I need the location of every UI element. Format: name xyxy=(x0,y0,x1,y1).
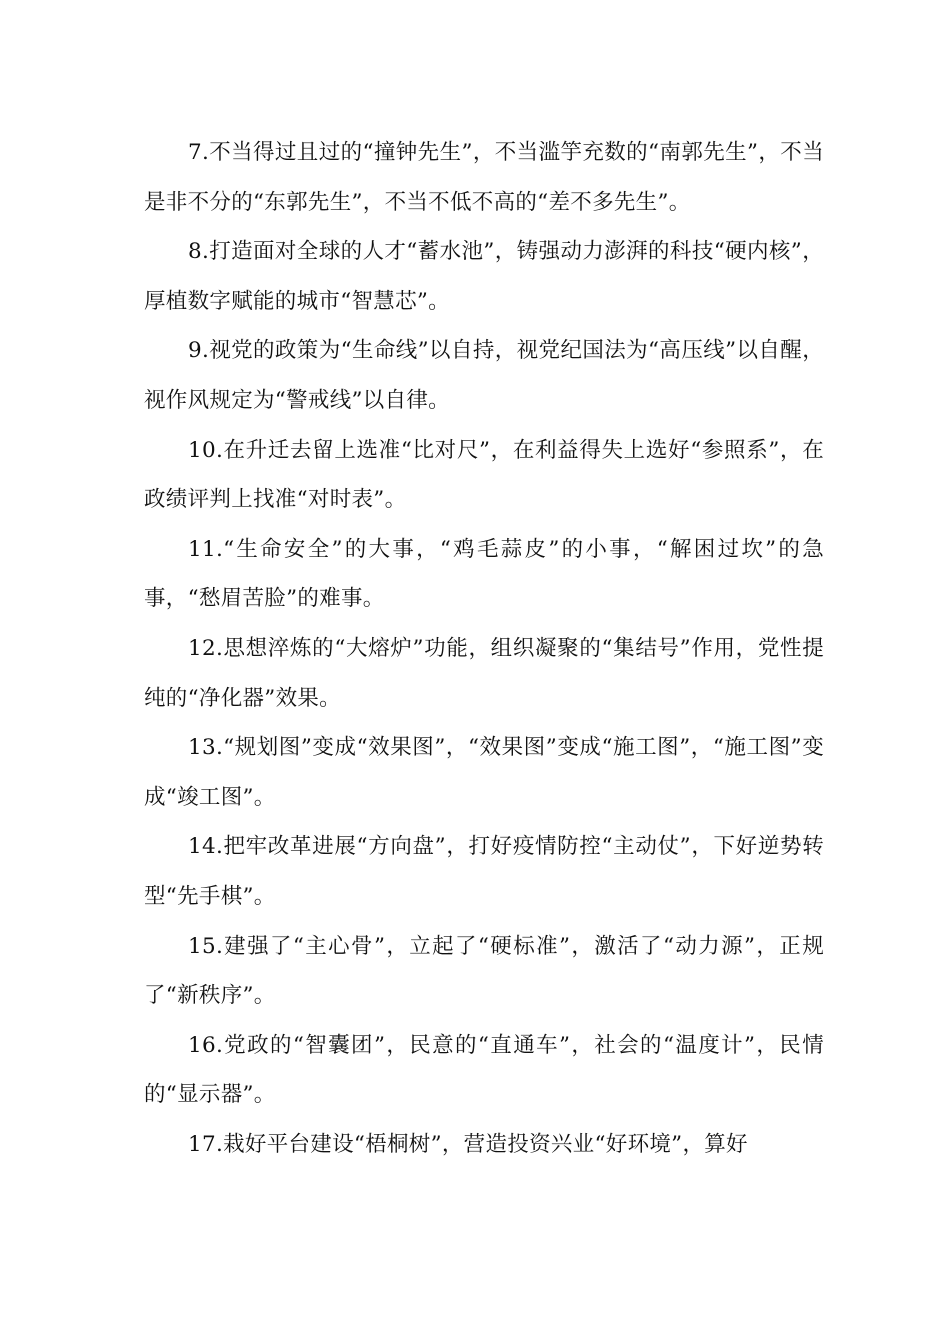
paragraph-9: 9.视党的政策为“生命线”以自持，视党纪国法为“高压线”以自醒，视作风规定为“警戒线”以自律。 xyxy=(144,338,824,413)
paragraph-17: 17.栽好平台建设“梧桐树”，营造投资兴业“好环境”，算好 xyxy=(188,1131,748,1157)
paragraph-16: 16.党政的“智囊团”，民意的“直通车”，社会的“温度计”，民情的“显示器”。 xyxy=(144,1032,824,1108)
paragraph-13: 13.“规划图”变成“效果图”，“效果图”变成“施工图”，“施工图”变成“竣工图”。 xyxy=(144,735,824,810)
paragraph-11: 11.“生命安全”的大事，“鸡毛蒜皮”的小事，“解困过坎”的急事，“愁眉苦脸”的难事。 xyxy=(144,536,824,612)
paragraph-10: 10.在升迁去留上选准“比对尺”，在利益得失上选好“参照系”，在政绩评判上找准“对时表”。 xyxy=(144,437,824,513)
paragraph-7: 7.不当得过且过的“撞钟先生”，不当滥竽充数的“南郭先生”，不当是非不分的“东郭先生”，不当不低不高的“差不多先生”。 xyxy=(144,140,824,215)
paragraph-15: 15.建强了“主心骨”，立起了“硬标准”，激活了“动力源”，正规了“新秩序”。 xyxy=(144,933,824,1009)
paragraph-12: 12.思想淬炼的“大熔炉”功能，组织凝聚的“集结号”作用，党性提纯的“净化器”效果。 xyxy=(144,635,824,711)
document-body xyxy=(144,128,824,1169)
paragraph-8: 8.打造面对全球的人才“蓄水池”，铸强动力澎湃的科技“硬内核”，厚植数字赋能的城市“智慧芯”。 xyxy=(144,239,824,314)
paragraph-14: 14.把牢改革进展“方向盘”，打好疫情防控“主动仗”，下好逆势转型“先手棋”。 xyxy=(144,834,824,909)
